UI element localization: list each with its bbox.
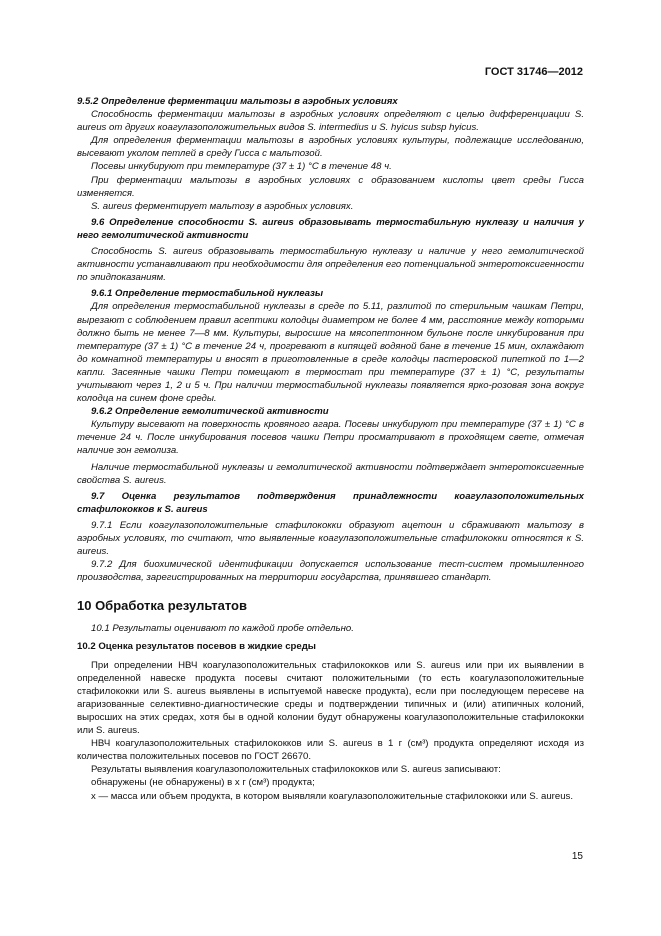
document-body <box>77 95 584 803</box>
heading-9-6: 9.6 Определение способности S. aureus образовывать термостабильную нуклеазу и наличия у него гемолитической активности <box>77 216 584 241</box>
paragraph: S. aureus ферментирует мальтозу в аэробных условиях. <box>91 200 354 212</box>
paragraph: Наличие термостабильной нуклеазы и гемолитической активности подтверждает энтеротоксигенные свойства S. aureus. <box>77 461 584 486</box>
heading-9-7: 9.7 Оценка результатов подтверждения принадлежности коагулазоположительных стафилококков к S. aureus <box>77 490 584 515</box>
heading-9-5-2: 9.5.2 Определение ферментации мальтозы в аэробных условиях <box>77 96 398 107</box>
paragraph: 9.7.2 Для биохимической идентификации допускается использование тест-систем промышленного производства, зарегистрированных на территории государства, принявшего стандарт. <box>77 559 584 584</box>
paragraph: При ферментации мальтозы в аэробных условиях с образованием кислоты цвет среды Гисса изменяется. <box>77 174 584 199</box>
paragraph: НВЧ коагулазоположительных стафилококков или S. aureus в 1 г (см³) продукта определяют исходя из количества положительных посевов по ГОСТ 26670. <box>77 738 584 763</box>
heading-9-6-2: 9.6.2 Определение гемолитической активности <box>91 406 329 418</box>
paragraph: обнаружены (не обнаружены) в x г (см³) продукта; <box>91 777 315 789</box>
section-heading-10: 10 Обработка результатов <box>77 598 247 614</box>
paragraph: Способность S. aureus образовывать термостабильную нуклеазу и наличие у него гемолитической активности устанавливают при необходимости для определения его потенциальной энтеротоксигенности по эпидпоказаниям. <box>77 246 584 284</box>
document-id: ГОСТ 31746—2012 <box>484 66 583 78</box>
paragraph: 9.7.1 Если коагулазоположительные стафилококки образуют ацетоин и сбраживают мальтозу в аэробных условиях, то считают, что выявленные коагулазоположительные стафилококки относятся к S. aureus. <box>77 519 584 558</box>
paragraph: При определении НВЧ коагулазоположительных стафилококков или S. aureus или при их выявлении в определенной навеске продукта посевы считают положительными (то есть коагулазоположительные стафилококки или S. aureus выявлены в испытуемой навеске продукта), если при последующем пересеве на агаризованные селективно-диагностические среды и подтверждении типичных и (или) атипичных колоний, выросших на этих средах, хотя бы в одной колонии будут обнаружены коагулазоположительные стафилококки или S. aureus. <box>77 659 584 737</box>
paragraph: x — масса или объем продукта, в котором выявляли коагулазоположительные стафилококки или S. aureus. <box>91 790 573 802</box>
paragraph: Для определения термостабильной нуклеазы в среде по 5.11, разлитой по стерильным чашкам Петри, вырезают с соблюдением правил асептики колодцы диаметром не более 4 мм, расстояние между которыми должно быть не менее 7—8 мм. Культуры, выросшие на мясопептонном бульоне после инкубирования при температуре (37 ± 1) °С в течение 24 ч, прогревают в кипящей водяной бане в течение 15 мин, охлаждают до комнатной температуры и вносят в приготовленные в среде колодцы пастеровской пипеткой по 1—2 капли. Засеянные чашки Петри помещают в термостат при температуре (37 ± 1) °С, результаты учитывают через 1, 2 и 5 ч. При наличии термостабильной нуклеазы появляется ярко-розовая зона вокруг колодца на синем фоне среды. <box>77 301 584 405</box>
paragraph: Результаты выявления коагулазоположительных стафилококков или S. aureus записывают: <box>91 764 501 776</box>
heading-10-2: 10.2 Оценка результатов посевов в жидкие среды <box>77 641 317 653</box>
paragraph: Культуру высевают на поверхность кровяного агара. Посевы инкубируют при температуре (37 ± 1) °С в течение 24 ч. После инкубирования посевов чашки Петри просматривают в проходящем свете, отмечая наличие зон гемолиза. <box>77 419 584 457</box>
page-number: 15 <box>571 851 583 862</box>
paragraph: 10.1 Результаты оценивают по каждой пробе отдельно. <box>91 623 354 635</box>
paragraph: Посевы инкубируют при температуре (37 ± 1) °С в течение 48 ч. <box>91 161 392 173</box>
paragraph: Способность ферментации мальтозы в аэробных условиях определяют с целью дифференциации S. aureus от других коагулазоположительных видов S. intermedius и S. hyicus subsp hyicus. <box>77 109 584 134</box>
paragraph: Для определения ферментации мальтозы в аэробных условиях культуры, подлежащие исследованию, высевают уколом петлей в среду Гисса с мальтозой. <box>77 135 584 160</box>
heading-9-6-1: 9.6.1 Определение термостабильной нуклеазы <box>91 288 324 300</box>
